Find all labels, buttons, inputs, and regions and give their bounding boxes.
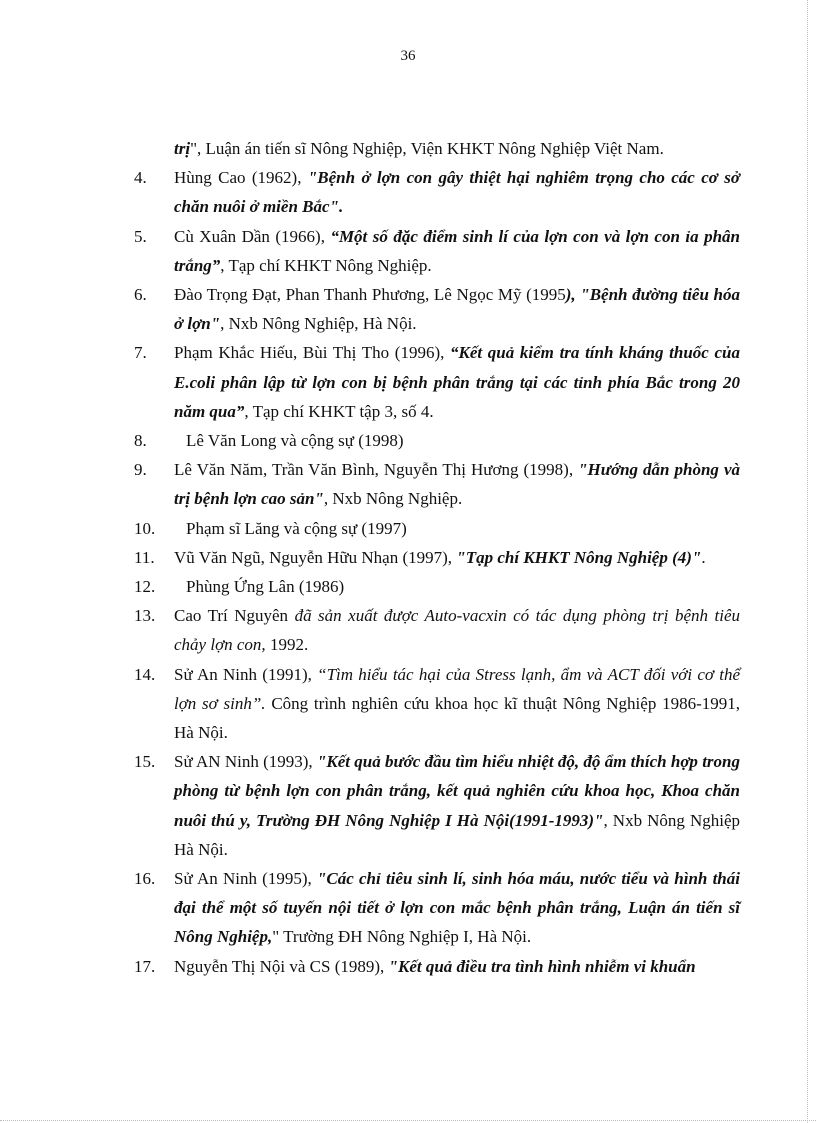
ref-text: Phạm sĩ Lăng và cộng sự (1997)	[186, 518, 407, 538]
ref-title: đã sản xuất được Auto-vacxin có tác dụng phòng trị bệnh tiêu chảy lợn con,	[174, 606, 740, 655]
reference-item-6	[134, 280, 740, 338]
ref-title: "Kết quả bước đầu tìm hiểu nhiệt độ, độ ẩm thích hợp trong phòng từ bệnh lợn con phân trắng, kết quả nghiên cứu khoa học, Khoa chăn nuôi thú y, Trường ĐH Nông Nghiệp I Hà Nội(1991-1993)"	[174, 752, 740, 830]
reference-item-4	[134, 163, 740, 221]
reference-item-14	[134, 660, 740, 748]
ref-source: , Tạp chí KHKT Nông Nghiệp.	[220, 255, 432, 275]
ref-number: 5.	[134, 226, 147, 246]
ref-text: Lê Văn Long và cộng sự (1998)	[186, 431, 404, 451]
ref-number: 17.	[134, 956, 156, 976]
reference-item-5	[134, 222, 740, 280]
ref-source: , Nxb Nông Nghiệp, Hà Nội.	[220, 314, 417, 334]
ref-title: “Một số đặc điểm sinh lí của lợn con và lợn con ỉa phân trắng”	[174, 226, 740, 275]
ref-author: Hùng Cao (1962),	[174, 168, 308, 188]
ref-number: 16.	[134, 869, 156, 889]
page-number: 36	[400, 48, 416, 64]
reference-item-15	[134, 747, 740, 864]
ref-title: "Tạp chí KHKT Nông Nghiệp (4)"	[456, 547, 702, 567]
ref-number: 15.	[134, 752, 156, 772]
ref-number: 9.	[134, 460, 147, 480]
ref-source: ", Luận án tiến sĩ Nông Nghiệp, Viện KHKT Nông Nghiệp Việt Nam.	[190, 139, 664, 158]
ref-title: “Kết quả kiểm tra tính kháng thuốc của E.coli phân lập từ lợn con bị bệnh phân trắng tại các tỉnh phía Bắc trong 20 năm qua”	[174, 343, 740, 421]
reference-item-10	[134, 514, 740, 543]
ref-title: "Các chỉ tiêu sinh lí, sinh hóa máu, nước tiểu và hình thái đại thể một số tuyến nội tiết ở lợn con mắc bệnh phân trắng, Luận án tiến sĩ Nông Nghiệp,	[174, 869, 740, 947]
reference-item-7	[134, 338, 740, 426]
reference-item-12	[134, 572, 740, 601]
ref-number: 13.	[134, 606, 156, 626]
ref-source: , Nxb Nông Nghiệp.	[323, 489, 463, 509]
ref-number: 11.	[134, 547, 155, 567]
ref-source: 1992.	[265, 635, 309, 655]
reference-item-17	[134, 952, 740, 981]
ref-author: Lê Văn Năm, Trần Văn Bình, Nguyễn Thị Hương (1998),	[174, 460, 579, 480]
ref-author: Sử AN Ninh (1993),	[174, 752, 317, 772]
ref-source: .	[701, 547, 706, 567]
ref-title: ), "Bệnh đường tiêu hóa ở lợn"	[174, 285, 740, 334]
ref-source: , Nxb Nông Nghiệp Hà Nội.	[174, 810, 740, 859]
ref-title: trị	[174, 139, 191, 158]
ref-author: Sử An Ninh (1991),	[174, 664, 318, 684]
reference-continuation	[134, 134, 740, 163]
ref-author: Vũ Văn Ngũ, Nguyễn Hữu Nhạn (1997),	[174, 547, 457, 567]
ref-author: Phạm Khắc Hiếu, Bùi Thị Tho (1996),	[174, 343, 451, 363]
ref-title: "Hướng dẫn phòng và trị bệnh lợn cao sản"	[174, 460, 740, 509]
ref-number: 14.	[134, 664, 156, 684]
ref-author: Đào Trọng Đạt, Phan Thanh Phương, Lê Ngọc Mỹ (1995	[174, 285, 566, 305]
ref-number: 12.	[134, 577, 156, 597]
ref-source: Công trình nghiên cứu khoa học kĩ thuật Nông Nghiệp 1986-1991, Hà Nội.	[174, 693, 740, 743]
ref-title: "Kết quả điều tra tình hình nhiễm vi khuẩn	[388, 956, 696, 976]
ref-number: 8.	[134, 431, 147, 451]
ref-text: Phùng Ứng Lân (1986)	[186, 577, 345, 597]
reference-item-8	[134, 426, 740, 455]
ref-number: 6.	[134, 285, 147, 305]
ref-author: Cù Xuân Dần (1966),	[174, 226, 331, 246]
reference-list	[134, 134, 740, 981]
ref-source: , Tạp chí KHKT tập 3, số 4.	[244, 401, 434, 421]
ref-author: Nguyễn Thị Nội và CS (1989),	[174, 956, 389, 976]
ref-number: 4.	[134, 168, 147, 188]
ref-author: Cao Trí Nguyên	[174, 606, 295, 626]
ref-author: Sử An Ninh (1995),	[174, 869, 317, 889]
reference-item-9	[134, 455, 740, 513]
page-right-border	[807, 0, 808, 1123]
ref-number: 10.	[134, 518, 156, 538]
reference-item-11	[134, 543, 740, 572]
ref-source: " Trường ĐH Nông Nghiệp I, Hà Nội.	[272, 927, 532, 947]
reference-item-13	[134, 601, 740, 659]
reference-item-16	[134, 864, 740, 952]
ref-number: 7.	[134, 343, 147, 363]
page-bottom-border	[0, 1120, 816, 1121]
ref-title: "Bệnh ở lợn con gây thiệt hại nghiêm trọng cho các cơ sở chăn nuôi ở miền Bắc".	[174, 168, 740, 217]
ref-title: “Tìm hiểu tác hại của Stress lạnh, ẩm và ACT đối với cơ thể lợn sơ sinh”.	[174, 664, 740, 713]
